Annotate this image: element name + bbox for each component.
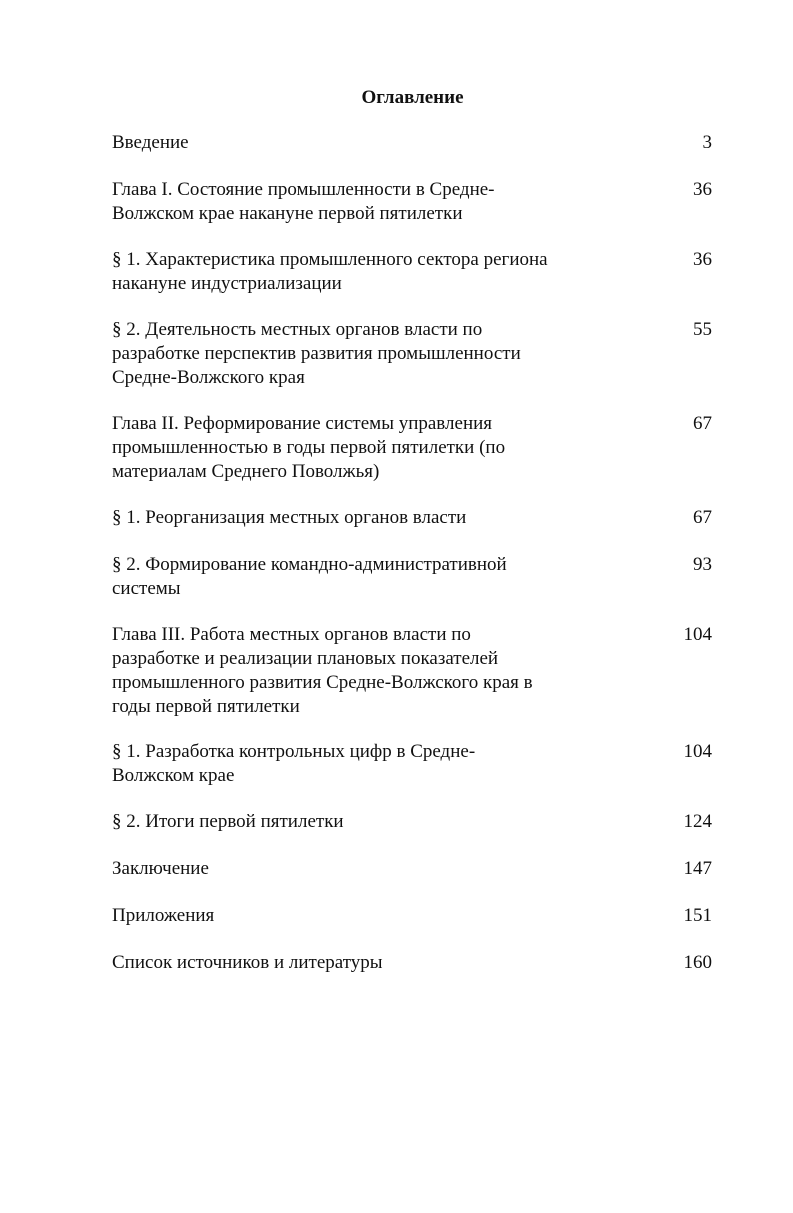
toc-entry-page: 93	[693, 554, 712, 575]
toc-entry-conclusion	[112, 857, 712, 881]
toc-entry-title: § 2. Формирование командно-административной системы	[112, 554, 507, 599]
toc-entry-bibliography	[112, 951, 712, 975]
toc-entry-title: Глава I. Состояние промышленности в Средне- Волжском крае накануне первой пятилетки	[112, 179, 495, 224]
toc-entry-chapter-3	[112, 623, 712, 719]
toc-entry-title: § 1. Характеристика промышленного сектора региона накануне индустриализации	[112, 249, 548, 294]
toc-entry-title: Список источников и литературы	[112, 952, 383, 973]
toc-entry-chapter-1-section-1	[112, 248, 712, 296]
toc-entry-page: 36	[693, 179, 712, 200]
toc-entry-page: 104	[683, 624, 712, 645]
toc-entry-introduction	[112, 131, 712, 155]
toc-entry-page: 160	[683, 952, 712, 973]
toc-entry-page: 147	[683, 858, 712, 879]
toc-entry-title: § 2. Деятельность местных органов власти по разработке перспектив развития промышленности Средне-Волжского края	[112, 319, 521, 388]
toc-entry-page: 104	[683, 741, 712, 762]
toc-entry-title: Введение	[112, 132, 189, 153]
toc-entry-chapter-1	[112, 178, 712, 226]
toc-entry-title: § 1. Реорганизация местных органов власти	[112, 507, 467, 528]
toc-entry-page: 67	[693, 413, 712, 434]
toc-entry-title: § 2. Итоги первой пятилетки	[112, 811, 344, 832]
toc-entry-page: 124	[683, 811, 712, 832]
toc-entry-chapter-3-section-1	[112, 740, 712, 788]
toc-entry-title: Приложения	[112, 905, 215, 926]
toc-entry-page: 3	[702, 132, 712, 153]
toc-entry-title: Глава II. Реформирование системы управления промышленностью в годы первой пятилетки (по материалам Среднего Поволжья)	[112, 413, 506, 482]
toc-entry-title: Заключение	[112, 858, 209, 879]
toc-entry-page: 55	[693, 319, 712, 340]
toc-entry-title: Глава III. Работа местных органов власти по разработке и реализации плановых показателей промышленного развития Средне-Волжского края в годы первой пятилетки	[112, 624, 533, 717]
toc-entry-title: § 1. Разработка контрольных цифр в Средне- Волжском крае	[112, 741, 476, 786]
toc-entry-chapter-2	[112, 412, 712, 484]
toc-entry-chapter-2-section-2	[112, 553, 712, 601]
toc-entry-chapter-2-section-1	[112, 506, 712, 530]
toc-entry-chapter-3-section-2	[112, 810, 712, 834]
toc-entry-page: 151	[683, 905, 712, 926]
toc-entry-chapter-1-section-2	[112, 318, 712, 390]
toc-entry-page: 36	[693, 249, 712, 270]
toc-heading: Оглавление	[361, 87, 464, 108]
toc-entry-page: 67	[693, 507, 712, 528]
toc-entry-appendices	[112, 904, 712, 928]
